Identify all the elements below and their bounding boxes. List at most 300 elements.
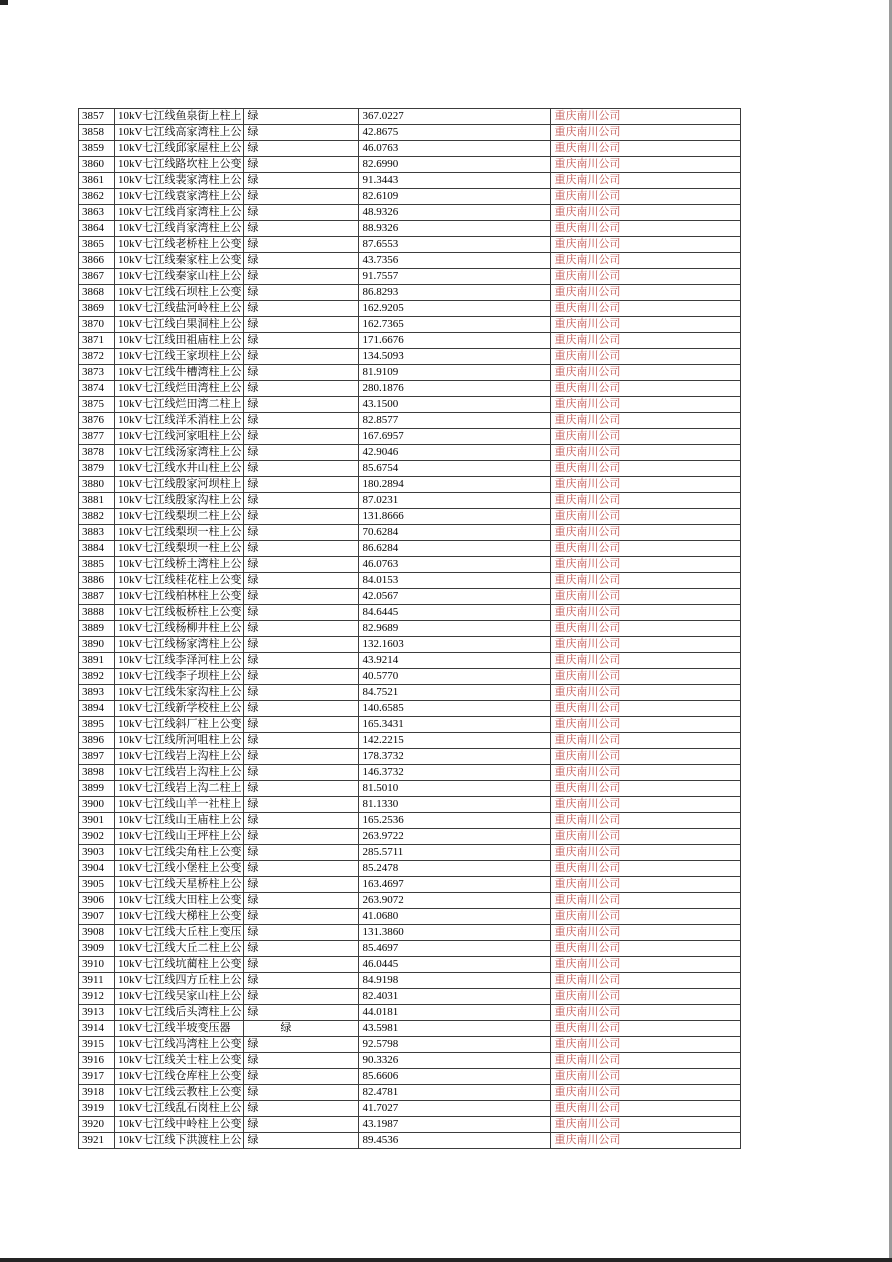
cell-value: 178.3732 [359, 749, 551, 765]
cell-status: 绿 [244, 1053, 359, 1069]
cell-value: 165.3431 [359, 717, 551, 733]
cell-value: 82.6990 [359, 157, 551, 173]
cell-status: 绿 [244, 157, 359, 173]
cell-company: 重庆南川公司 [551, 557, 741, 573]
cell-status: 绿 [244, 461, 359, 477]
cell-status: 绿 [244, 141, 359, 157]
cell-company: 重庆南川公司 [551, 941, 741, 957]
table-row [79, 301, 741, 317]
cell-company: 重庆南川公司 [551, 701, 741, 717]
cell-company: 重庆南川公司 [551, 173, 741, 189]
cell-status: 绿 [244, 669, 359, 685]
table-row [79, 669, 741, 685]
cell-company: 重庆南川公司 [551, 221, 741, 237]
cell-value: 87.0231 [359, 493, 551, 509]
cell-status: 绿 [244, 493, 359, 509]
cell-value: 146.3732 [359, 765, 551, 781]
table-row [79, 1117, 741, 1133]
cell-row-id: 3917 [79, 1069, 115, 1085]
cell-row-id: 3882 [79, 509, 115, 525]
cell-device-name: 10kV七江线殷家沟柱上公 [115, 493, 244, 509]
cell-value: 85.6606 [359, 1069, 551, 1085]
table-row [79, 701, 741, 717]
cell-status: 绿 [244, 557, 359, 573]
cell-value: 82.9689 [359, 621, 551, 637]
cell-device-name: 10kV七江线李子坝柱上公 [115, 669, 244, 685]
cell-status: 绿 [244, 909, 359, 925]
cell-company: 重庆南川公司 [551, 285, 741, 301]
cell-status: 绿 [244, 653, 359, 669]
cell-status: 绿 [244, 253, 359, 269]
cell-row-id: 3867 [79, 269, 115, 285]
cell-company: 重庆南川公司 [551, 477, 741, 493]
cell-device-name: 10kV七江线杨家湾柱上公 [115, 637, 244, 653]
cell-company: 重庆南川公司 [551, 1101, 741, 1117]
cell-value: 165.2536 [359, 813, 551, 829]
cell-row-id: 3881 [79, 493, 115, 509]
cell-company: 重庆南川公司 [551, 925, 741, 941]
cell-device-name: 10kV七江线鱼泉街上柱上 [115, 109, 244, 125]
table-row [79, 349, 741, 365]
cell-row-id: 3913 [79, 1005, 115, 1021]
cell-row-id: 3903 [79, 845, 115, 861]
table-row [79, 973, 741, 989]
cell-row-id: 3901 [79, 813, 115, 829]
cell-status: 绿 [244, 957, 359, 973]
cell-value: 81.5010 [359, 781, 551, 797]
cell-status: 绿 [244, 1005, 359, 1021]
table-row [79, 205, 741, 221]
cell-company: 重庆南川公司 [551, 621, 741, 637]
cell-row-id: 3884 [79, 541, 115, 557]
table-row [79, 573, 741, 589]
cell-device-name: 10kV七江线后头湾柱上公 [115, 1005, 244, 1021]
cell-status: 绿 [244, 861, 359, 877]
table-row [79, 237, 741, 253]
cell-status: 绿 [244, 1037, 359, 1053]
cell-device-name: 10kV七江线山羊一社柱上 [115, 797, 244, 813]
table-row [79, 893, 741, 909]
cell-company: 重庆南川公司 [551, 157, 741, 173]
cell-row-id: 3870 [79, 317, 115, 333]
cell-company: 重庆南川公司 [551, 397, 741, 413]
table-row [79, 253, 741, 269]
cell-status: 绿 [244, 733, 359, 749]
table-row [79, 493, 741, 509]
cell-value: 131.8666 [359, 509, 551, 525]
cell-company: 重庆南川公司 [551, 413, 741, 429]
cell-status: 绿 [244, 189, 359, 205]
table-row [79, 733, 741, 749]
cell-value: 40.5770 [359, 669, 551, 685]
table-row [79, 429, 741, 445]
table-row [79, 221, 741, 237]
cell-company: 重庆南川公司 [551, 973, 741, 989]
cell-row-id: 3889 [79, 621, 115, 637]
cell-company: 重庆南川公司 [551, 1005, 741, 1021]
cell-device-name: 10kV七江线仓库柱上公变 [115, 1069, 244, 1085]
cell-status: 绿 [244, 781, 359, 797]
cell-row-id: 3898 [79, 765, 115, 781]
cell-device-name: 10kV七江线小堡柱上公变 [115, 861, 244, 877]
cell-status: 绿 [244, 1085, 359, 1101]
cell-status: 绿 [244, 477, 359, 493]
cell-device-name: 10kV七江线冯湾柱上公变 [115, 1037, 244, 1053]
cell-company: 重庆南川公司 [551, 461, 741, 477]
table-row [79, 653, 741, 669]
table-row [79, 1069, 741, 1085]
cell-company: 重庆南川公司 [551, 301, 741, 317]
table-row [79, 141, 741, 157]
cell-company: 重庆南川公司 [551, 1085, 741, 1101]
cell-device-name: 10kV七江线河家咀柱上公 [115, 429, 244, 445]
cell-device-name: 10kV七江线岩上沟二柱上 [115, 781, 244, 797]
cell-status: 绿 [244, 973, 359, 989]
table-row [79, 925, 741, 941]
table-row [79, 605, 741, 621]
cell-device-name: 10kV七江线新学校柱上公 [115, 701, 244, 717]
cell-row-id: 3877 [79, 429, 115, 445]
table-row [79, 781, 741, 797]
cell-value: 86.8293 [359, 285, 551, 301]
cell-value: 84.7521 [359, 685, 551, 701]
cell-row-id: 3916 [79, 1053, 115, 1069]
cell-status: 绿 [244, 285, 359, 301]
table-row [79, 285, 741, 301]
cell-company: 重庆南川公司 [551, 189, 741, 205]
cell-value: 131.3860 [359, 925, 551, 941]
table-row [79, 685, 741, 701]
cell-status: 绿 [244, 621, 359, 637]
table-row [79, 621, 741, 637]
table-row [79, 157, 741, 173]
table-row [79, 269, 741, 285]
cell-value: 89.4536 [359, 1133, 551, 1149]
cell-company: 重庆南川公司 [551, 669, 741, 685]
cell-status: 绿 [244, 605, 359, 621]
cell-device-name: 10kV七江线石坝柱上公变 [115, 285, 244, 301]
cell-value: 91.7557 [359, 269, 551, 285]
cell-row-id: 3894 [79, 701, 115, 717]
cell-status: 绿 [244, 941, 359, 957]
cell-company: 重庆南川公司 [551, 141, 741, 157]
cell-device-name: 10kV七江线烂田湾二柱上 [115, 397, 244, 413]
cell-device-name: 10kV七江线桥土湾柱上公 [115, 557, 244, 573]
cell-device-name: 10kV七江线下洪渡柱上公 [115, 1133, 244, 1149]
cell-status: 绿 [244, 317, 359, 333]
cell-device-name: 10kV七江线盐河岭柱上公 [115, 301, 244, 317]
cell-company: 重庆南川公司 [551, 653, 741, 669]
power-device-table [78, 108, 741, 1149]
cell-status: 绿 [244, 1069, 359, 1085]
table-row [79, 509, 741, 525]
cell-value: 85.4697 [359, 941, 551, 957]
cell-status: 绿 [244, 893, 359, 909]
cell-value: 42.9046 [359, 445, 551, 461]
cell-value: 42.0567 [359, 589, 551, 605]
table-row [79, 413, 741, 429]
cell-row-id: 3909 [79, 941, 115, 957]
cell-device-name: 10kV七江线梨坝一柱上公 [115, 525, 244, 541]
cell-row-id: 3918 [79, 1085, 115, 1101]
cell-device-name: 10kV七江线邱家屋柱上公 [115, 141, 244, 157]
cell-value: 70.6284 [359, 525, 551, 541]
table-row [79, 861, 741, 877]
cell-status: 绿 [244, 685, 359, 701]
cell-row-id: 3874 [79, 381, 115, 397]
cell-device-name: 10kV七江线梨坝二柱上公 [115, 509, 244, 525]
cell-value: 43.9214 [359, 653, 551, 669]
table-body [79, 109, 741, 1149]
cell-value: 81.1330 [359, 797, 551, 813]
cell-status: 绿 [244, 237, 359, 253]
cell-status: 绿 [244, 877, 359, 893]
cell-company: 重庆南川公司 [551, 509, 741, 525]
cell-row-id: 3860 [79, 157, 115, 173]
cell-device-name: 10kV七江线岩上沟柱上公 [115, 765, 244, 781]
cell-status: 绿 [244, 829, 359, 845]
cell-device-name: 10kV七江线洋禾消柱上公 [115, 413, 244, 429]
cell-row-id: 3897 [79, 749, 115, 765]
cell-value: 42.8675 [359, 125, 551, 141]
cell-device-name: 10kV七江线肖家湾柱上公 [115, 205, 244, 221]
cell-company: 重庆南川公司 [551, 349, 741, 365]
cell-company: 重庆南川公司 [551, 205, 741, 221]
table-row [79, 1021, 741, 1037]
cell-value: 367.0227 [359, 109, 551, 125]
table-row [79, 397, 741, 413]
cell-company: 重庆南川公司 [551, 909, 741, 925]
cell-row-id: 3907 [79, 909, 115, 925]
cell-row-id: 3869 [79, 301, 115, 317]
cell-status: 绿 [244, 349, 359, 365]
cell-company: 重庆南川公司 [551, 1053, 741, 1069]
cell-row-id: 3864 [79, 221, 115, 237]
cell-company: 重庆南川公司 [551, 1021, 741, 1037]
cell-row-id: 3892 [79, 669, 115, 685]
cell-status: 绿 [244, 509, 359, 525]
cell-value: 171.6676 [359, 333, 551, 349]
cell-company: 重庆南川公司 [551, 685, 741, 701]
cell-company: 重庆南川公司 [551, 589, 741, 605]
cell-value: 162.7365 [359, 317, 551, 333]
cell-status: 绿 [244, 813, 359, 829]
table-row [79, 813, 741, 829]
cell-device-name: 10kV七江线山王庙柱上公 [115, 813, 244, 829]
cell-company: 重庆南川公司 [551, 445, 741, 461]
cell-row-id: 3906 [79, 893, 115, 909]
table-row [79, 1053, 741, 1069]
table-row [79, 109, 741, 125]
table-row [79, 173, 741, 189]
scan-artifact-corner [0, 0, 8, 5]
cell-device-name: 10kV七江线板桥柱上公变 [115, 605, 244, 621]
cell-status: 绿 [244, 701, 359, 717]
cell-status: 绿 [244, 269, 359, 285]
cell-device-name: 10kV七江线乱石岗柱上公 [115, 1101, 244, 1117]
cell-row-id: 3885 [79, 557, 115, 573]
cell-row-id: 3912 [79, 989, 115, 1005]
cell-device-name: 10kV七江线四方丘柱上公 [115, 973, 244, 989]
cell-company: 重庆南川公司 [551, 989, 741, 1005]
cell-value: 84.9198 [359, 973, 551, 989]
cell-row-id: 3891 [79, 653, 115, 669]
cell-device-name: 10kV七江线梨坝一柱上公 [115, 541, 244, 557]
cell-value: 263.9072 [359, 893, 551, 909]
cell-company: 重庆南川公司 [551, 269, 741, 285]
table-row [79, 477, 741, 493]
cell-company: 重庆南川公司 [551, 237, 741, 253]
cell-value: 43.1500 [359, 397, 551, 413]
cell-company: 重庆南川公司 [551, 125, 741, 141]
cell-row-id: 3859 [79, 141, 115, 157]
cell-company: 重庆南川公司 [551, 845, 741, 861]
cell-value: 41.7027 [359, 1101, 551, 1117]
cell-status: 绿 [244, 797, 359, 813]
cell-company: 重庆南川公司 [551, 717, 741, 733]
cell-company: 重庆南川公司 [551, 541, 741, 557]
cell-status: 绿 [244, 1021, 359, 1037]
table-row [79, 989, 741, 1005]
cell-company: 重庆南川公司 [551, 957, 741, 973]
cell-status: 绿 [244, 205, 359, 221]
cell-device-name: 10kV七江线所河咀柱上公 [115, 733, 244, 749]
cell-device-name: 10kV七江线路坎柱上公变 [115, 157, 244, 173]
cell-row-id: 3862 [79, 189, 115, 205]
cell-value: 87.6553 [359, 237, 551, 253]
table-row [79, 845, 741, 861]
cell-company: 重庆南川公司 [551, 733, 741, 749]
cell-value: 142.2215 [359, 733, 551, 749]
cell-company: 重庆南川公司 [551, 365, 741, 381]
cell-status: 绿 [244, 365, 359, 381]
cell-row-id: 3904 [79, 861, 115, 877]
table-row [79, 1101, 741, 1117]
cell-value: 140.6585 [359, 701, 551, 717]
cell-company: 重庆南川公司 [551, 829, 741, 845]
cell-company: 重庆南川公司 [551, 877, 741, 893]
cell-device-name: 10kV七江线关士柱上公变 [115, 1053, 244, 1069]
cell-device-name: 10kV七江线云教柱上公变 [115, 1085, 244, 1101]
cell-device-name: 10kV七江线半坡变压器 [115, 1021, 244, 1037]
cell-company: 重庆南川公司 [551, 381, 741, 397]
cell-row-id: 3908 [79, 925, 115, 941]
cell-value: 41.0680 [359, 909, 551, 925]
table-row [79, 797, 741, 813]
cell-status: 绿 [244, 333, 359, 349]
cell-company: 重庆南川公司 [551, 573, 741, 589]
cell-row-id: 3879 [79, 461, 115, 477]
cell-device-name: 10kV七江线汤家湾柱上公 [115, 445, 244, 461]
table-row [79, 541, 741, 557]
cell-value: 84.0153 [359, 573, 551, 589]
cell-device-name: 10kV七江线裴家湾柱上公 [115, 173, 244, 189]
table-row [79, 765, 741, 781]
cell-value: 82.4031 [359, 989, 551, 1005]
cell-value: 132.1603 [359, 637, 551, 653]
cell-status: 绿 [244, 637, 359, 653]
cell-row-id: 3888 [79, 605, 115, 621]
cell-value: 92.5798 [359, 1037, 551, 1053]
cell-device-name: 10kV七江线坑蔺柱上公变 [115, 957, 244, 973]
cell-device-name: 10kV七江线中岭柱上公变 [115, 1117, 244, 1133]
cell-device-name: 10kV七江线桂花柱上公变 [115, 573, 244, 589]
cell-row-id: 3893 [79, 685, 115, 701]
cell-device-name: 10kV七江线老桥柱上公变 [115, 237, 244, 253]
cell-row-id: 3920 [79, 1117, 115, 1133]
cell-value: 167.6957 [359, 429, 551, 445]
cell-status: 绿 [244, 541, 359, 557]
table-row [79, 749, 741, 765]
cell-value: 46.0445 [359, 957, 551, 973]
table-row [79, 1005, 741, 1021]
cell-company: 重庆南川公司 [551, 765, 741, 781]
cell-company: 重庆南川公司 [551, 813, 741, 829]
cell-device-name: 10kV七江线天星桥柱上公 [115, 877, 244, 893]
cell-value: 91.3443 [359, 173, 551, 189]
cell-row-id: 3880 [79, 477, 115, 493]
cell-row-id: 3866 [79, 253, 115, 269]
cell-value: 85.6754 [359, 461, 551, 477]
cell-value: 285.5711 [359, 845, 551, 861]
cell-row-id: 3858 [79, 125, 115, 141]
table-row [79, 381, 741, 397]
cell-device-name: 10kV七江线尖角柱上公变 [115, 845, 244, 861]
table-row [79, 829, 741, 845]
cell-company: 重庆南川公司 [551, 429, 741, 445]
table-row [79, 365, 741, 381]
cell-row-id: 3875 [79, 397, 115, 413]
table-row [79, 1133, 741, 1149]
cell-status: 绿 [244, 573, 359, 589]
cell-company: 重庆南川公司 [551, 893, 741, 909]
cell-value: 81.9109 [359, 365, 551, 381]
cell-row-id: 3863 [79, 205, 115, 221]
cell-status: 绿 [244, 445, 359, 461]
cell-status: 绿 [244, 1117, 359, 1133]
cell-company: 重庆南川公司 [551, 861, 741, 877]
cell-device-name: 10kV七江线白果洞柱上公 [115, 317, 244, 333]
cell-device-name: 10kV七江线山王坪柱上公 [115, 829, 244, 845]
cell-status: 绿 [244, 925, 359, 941]
cell-value: 90.3326 [359, 1053, 551, 1069]
table-row [79, 909, 741, 925]
cell-company: 重庆南川公司 [551, 317, 741, 333]
cell-company: 重庆南川公司 [551, 637, 741, 653]
table-container [78, 108, 741, 1149]
cell-device-name: 10kV七江线大梯柱上公变 [115, 909, 244, 925]
cell-value: 48.9326 [359, 205, 551, 221]
cell-status: 绿 [244, 381, 359, 397]
cell-row-id: 3915 [79, 1037, 115, 1053]
cell-device-name: 10kV七江线斜厂柱上公变 [115, 717, 244, 733]
cell-row-id: 3868 [79, 285, 115, 301]
cell-value: 82.6109 [359, 189, 551, 205]
cell-device-name: 10kV七江线秦家山柱上公 [115, 269, 244, 285]
cell-status: 绿 [244, 301, 359, 317]
table-row [79, 461, 741, 477]
cell-row-id: 3900 [79, 797, 115, 813]
cell-device-name: 10kV七江线吴家山柱上公 [115, 989, 244, 1005]
cell-device-name: 10kV七江线岩上沟柱上公 [115, 749, 244, 765]
cell-row-id: 3902 [79, 829, 115, 845]
table-row [79, 317, 741, 333]
cell-device-name: 10kV七江线杨柳井柱上公 [115, 621, 244, 637]
cell-value: 43.1987 [359, 1117, 551, 1133]
cell-company: 重庆南川公司 [551, 605, 741, 621]
cell-device-name: 10kV七江线李泽河柱上公 [115, 653, 244, 669]
cell-value: 46.0763 [359, 557, 551, 573]
